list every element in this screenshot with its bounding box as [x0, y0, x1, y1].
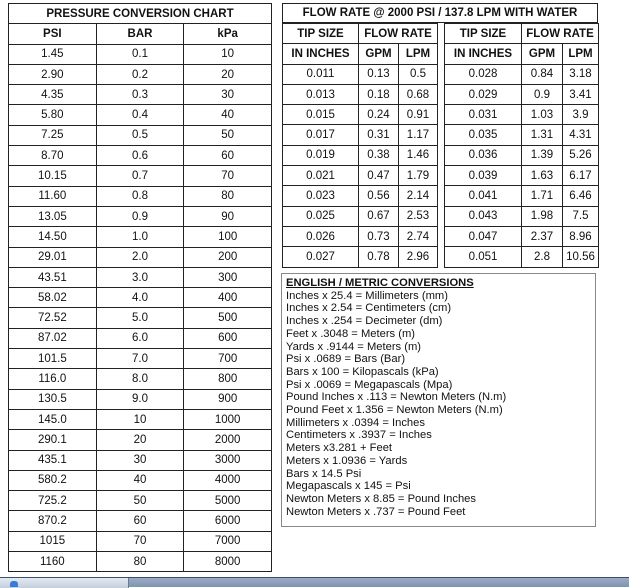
table-row — [445, 166, 599, 186]
table-cell: 290.1 — [9, 430, 97, 450]
table-cell: 3.41 — [563, 84, 599, 104]
table-row — [9, 491, 272, 511]
table-cell: 40 — [184, 105, 272, 125]
column-header-kpa: kPa — [184, 24, 272, 44]
table-row — [9, 409, 272, 429]
table-cell: 0.2 — [96, 64, 184, 84]
table-cell: 3.9 — [563, 105, 599, 125]
table-row — [445, 247, 599, 267]
table-cell: 29.01 — [9, 247, 97, 267]
table-cell: 116.0 — [9, 369, 97, 389]
table-cell: 1.63 — [522, 166, 563, 186]
conversions-title: ENGLISH / METRIC CONVERSIONS — [286, 277, 474, 289]
table-cell: 100 — [184, 227, 272, 247]
table-cell: 2.37 — [522, 226, 563, 246]
table-cell: 9.0 — [96, 389, 184, 409]
table-row — [9, 389, 272, 409]
table-row — [9, 44, 272, 64]
table-cell: 60 — [184, 146, 272, 166]
table-cell: 2.74 — [399, 226, 438, 246]
table-cell: 70 — [96, 531, 184, 551]
table-row — [445, 64, 599, 84]
table-cell: 0.017 — [283, 125, 359, 145]
table-cell: 0.8 — [96, 186, 184, 206]
table-row — [283, 206, 438, 226]
table-cell: 0.18 — [359, 84, 399, 104]
table-cell: 1160 — [9, 552, 97, 572]
table-cell: 1.45 — [9, 44, 97, 64]
table-cell: 0.7 — [96, 166, 184, 186]
conversion-line: Meters x 1.0936 = Yards — [286, 454, 408, 467]
table-cell: 8.96 — [563, 226, 599, 246]
table-cell: 20 — [96, 430, 184, 450]
table-cell: 43.51 — [9, 267, 97, 287]
conversion-line: Psi x .0689 = Bars (Bar) — [286, 353, 406, 366]
table-cell: 0.5 — [96, 125, 184, 145]
table-row — [9, 166, 272, 186]
table-cell: 80 — [184, 186, 272, 206]
table-row — [9, 430, 272, 450]
conversion-line: Yards x .9144 = Meters (m) — [286, 340, 422, 353]
table-cell: 0.041 — [445, 186, 522, 206]
flow-rate-title: FLOW RATE @ 2000 PSI / 137.8 LPM WITH WATER — [282, 3, 598, 23]
table-cell: 10 — [96, 409, 184, 429]
table-cell: 4000 — [184, 470, 272, 490]
table-row — [9, 267, 272, 287]
column-header-psi: PSI — [9, 24, 97, 44]
table-cell: 1015 — [9, 531, 97, 551]
conversion-line: Inches x .254 = Decimeter (dm) — [286, 315, 443, 328]
table-cell: 50 — [96, 491, 184, 511]
conversion-line: Psi x .0069 = Megapascals (Mpa) — [286, 378, 453, 391]
table-cell: 0.029 — [445, 84, 522, 104]
table-cell: 0.019 — [283, 145, 359, 165]
table-cell: 0.021 — [283, 166, 359, 186]
header-gpm: GPM — [522, 44, 563, 64]
table-row — [9, 125, 272, 145]
table-cell: 0.013 — [283, 84, 359, 104]
table-row — [445, 125, 599, 145]
table-row — [445, 145, 599, 165]
table-cell: 8.70 — [9, 146, 97, 166]
table-row — [445, 105, 599, 125]
table-cell: 300 — [184, 267, 272, 287]
conversion-line: Meters x3.281 + Feet — [286, 442, 393, 455]
table-cell: 1.03 — [522, 105, 563, 125]
table-cell: 0.043 — [445, 206, 522, 226]
table-cell: 435.1 — [9, 450, 97, 470]
table-cell: 0.031 — [445, 105, 522, 125]
table-cell: 30 — [184, 85, 272, 105]
conversion-line: Centimeters x .3937 = Inches — [286, 429, 432, 442]
table-cell: 0.6 — [96, 146, 184, 166]
table-row — [283, 125, 438, 145]
table-cell: 10 — [184, 44, 272, 64]
table-cell: 7.0 — [96, 349, 184, 369]
table-cell: 4.31 — [563, 125, 599, 145]
table-cell: 6000 — [184, 511, 272, 531]
table-cell: 0.047 — [445, 226, 522, 246]
table-row — [9, 328, 272, 348]
table-cell: 0.47 — [359, 166, 399, 186]
table-cell: 500 — [184, 308, 272, 328]
table-row — [9, 511, 272, 531]
table-cell: 80 — [96, 552, 184, 572]
header-gpm: GPM — [359, 44, 399, 64]
header-tip-size: TIP SIZE — [283, 24, 359, 44]
table-cell: 0.3 — [96, 85, 184, 105]
table-cell: 87.02 — [9, 328, 97, 348]
flow-rate-table-right — [444, 23, 599, 268]
table-cell: 800 — [184, 369, 272, 389]
table-cell: 60 — [96, 511, 184, 531]
table-cell: 0.91 — [399, 105, 438, 125]
table-row — [9, 450, 272, 470]
conversion-line: Pound Feet x 1.356 = Newton Meters (N.m) — [286, 404, 503, 417]
conversion-line: Millimeters x .0394 = Inches — [286, 416, 425, 429]
table-cell: 0.027 — [283, 247, 359, 267]
header-in-inches: IN INCHES — [283, 44, 359, 64]
table-row — [9, 288, 272, 308]
table-row — [9, 105, 272, 125]
table-cell: 2.8 — [522, 247, 563, 267]
table-cell: 0.56 — [359, 186, 399, 206]
table-cell: 0.9 — [522, 84, 563, 104]
table-cell: 14.50 — [9, 227, 97, 247]
table-cell: 0.028 — [445, 64, 522, 84]
pressure-conversion-table — [8, 3, 272, 572]
taskbar — [0, 577, 629, 587]
table-cell: 7.25 — [9, 125, 97, 145]
table-row — [9, 308, 272, 328]
table-cell: 3000 — [184, 450, 272, 470]
table-row — [9, 349, 272, 369]
table-cell: 101.5 — [9, 349, 97, 369]
table-row — [9, 186, 272, 206]
column-header-bar: BAR — [96, 24, 184, 44]
table-cell: 2.53 — [399, 206, 438, 226]
table-cell: 130.5 — [9, 389, 97, 409]
table-row — [445, 206, 599, 226]
table-row — [9, 531, 272, 551]
table-cell: 2.90 — [9, 64, 97, 84]
table-cell: 1.71 — [522, 186, 563, 206]
header-lpm: LPM — [563, 44, 599, 64]
table-cell: 7.5 — [563, 206, 599, 226]
table-cell: 0.67 — [359, 206, 399, 226]
table-cell: 2.0 — [96, 247, 184, 267]
table-cell: 2.14 — [399, 186, 438, 206]
table-row — [445, 186, 599, 206]
conversion-line: Bars x 14.5 Psi — [286, 467, 362, 480]
table-cell: 13.05 — [9, 206, 97, 226]
table-cell: 30 — [96, 450, 184, 470]
table-row — [283, 64, 438, 84]
table-cell: 0.011 — [283, 64, 359, 84]
table-row — [445, 84, 599, 104]
table-cell: 0.023 — [283, 186, 359, 206]
table-cell: 7000 — [184, 531, 272, 551]
header-in-inches: IN INCHES — [445, 44, 522, 64]
table-cell: 10.15 — [9, 166, 97, 186]
table-row — [9, 85, 272, 105]
table-cell: 6.46 — [563, 186, 599, 206]
table-row — [9, 64, 272, 84]
table-cell: 1000 — [184, 409, 272, 429]
table-cell: 400 — [184, 288, 272, 308]
table-cell: 8000 — [184, 552, 272, 572]
table-cell: 8.0 — [96, 369, 184, 389]
table-cell: 200 — [184, 247, 272, 267]
table-cell: 0.039 — [445, 166, 522, 186]
table-cell: 2.96 — [399, 247, 438, 267]
table-cell: 3.0 — [96, 267, 184, 287]
table-row — [283, 105, 438, 125]
table-cell: 5.0 — [96, 308, 184, 328]
table-cell: 0.026 — [283, 226, 359, 246]
table-cell: 0.9 — [96, 206, 184, 226]
table-cell: 20 — [184, 64, 272, 84]
table-cell: 5000 — [184, 491, 272, 511]
conversion-line: Inches x 25.4 = Millimeters (mm) — [286, 289, 448, 302]
table-cell: 0.73 — [359, 226, 399, 246]
table-cell: 4.0 — [96, 288, 184, 308]
table-cell: 1.46 — [399, 145, 438, 165]
conversion-line: Megapascals x 145 = Psi — [286, 480, 411, 493]
table-cell: 1.39 — [522, 145, 563, 165]
table-cell: 6.0 — [96, 328, 184, 348]
table-row — [283, 166, 438, 186]
table-cell: 40 — [96, 470, 184, 490]
table-cell: 870.2 — [9, 511, 97, 531]
table-cell: 0.025 — [283, 206, 359, 226]
table-row — [9, 247, 272, 267]
table-cell: 6.17 — [563, 166, 599, 186]
header-flow-rate: FLOW RATE — [359, 24, 438, 44]
conversion-line: Pound Inches x .113 = Newton Meters (N.m) — [286, 391, 507, 404]
conversion-line: Bars x 100 = Kilopascals (kPa) — [286, 365, 439, 378]
table-row — [9, 369, 272, 389]
table-cell: 0.1 — [96, 44, 184, 64]
table-row — [283, 84, 438, 104]
table-cell: 0.4 — [96, 105, 184, 125]
conversion-line: Feet x .3048 = Meters (m) — [286, 327, 416, 340]
table-cell: 0.5 — [399, 64, 438, 84]
table-cell: 3.18 — [563, 64, 599, 84]
header-tip-size: TIP SIZE — [445, 24, 522, 44]
table-row — [9, 206, 272, 226]
table-cell: 0.84 — [522, 64, 563, 84]
table-cell: 90 — [184, 206, 272, 226]
table-row — [445, 226, 599, 246]
conversion-line: Inches x 2.54 = Centimeters (cm) — [286, 302, 452, 315]
table-cell: 2000 — [184, 430, 272, 450]
table-cell: 1.17 — [399, 125, 438, 145]
table-cell: 58.02 — [9, 288, 97, 308]
table-row — [9, 146, 272, 166]
table-cell: 900 — [184, 389, 272, 409]
table-cell: 0.68 — [399, 84, 438, 104]
table-cell: 0.38 — [359, 145, 399, 165]
table-cell: 1.31 — [522, 125, 563, 145]
table-cell: 50 — [184, 125, 272, 145]
table-cell: 0.036 — [445, 145, 522, 165]
table-cell: 11.60 — [9, 186, 97, 206]
table-cell: 0.31 — [359, 125, 399, 145]
english-metric-conversions-box — [281, 273, 596, 527]
table-cell: 0.13 — [359, 64, 399, 84]
table-cell: 725.2 — [9, 491, 97, 511]
table-cell: 0.78 — [359, 247, 399, 267]
table-cell: 1.79 — [399, 166, 438, 186]
table-row — [283, 145, 438, 165]
table-cell: 0.015 — [283, 105, 359, 125]
table-cell: 580.2 — [9, 470, 97, 490]
conversion-line: Newton Meters x 8.85 = Pound Inches — [286, 492, 476, 505]
table-cell: 600 — [184, 328, 272, 348]
table-cell: 700 — [184, 349, 272, 369]
table-row — [9, 227, 272, 247]
table-cell: 4.35 — [9, 85, 97, 105]
table-cell: 0.24 — [359, 105, 399, 125]
table-row — [9, 470, 272, 490]
table-row — [283, 226, 438, 246]
conversion-line: Newton Meters x .737 = Pound Feet — [286, 505, 466, 518]
table-cell: 145.0 — [9, 409, 97, 429]
table-row — [283, 186, 438, 206]
table-cell: 72.52 — [9, 308, 97, 328]
table-cell: 0.051 — [445, 247, 522, 267]
table-cell: 5.80 — [9, 105, 97, 125]
table-cell: 70 — [184, 166, 272, 186]
table-cell: 1.0 — [96, 227, 184, 247]
table-cell: 5.26 — [563, 145, 599, 165]
start-orb-icon — [10, 581, 18, 587]
table-cell: 0.035 — [445, 125, 522, 145]
table-row — [9, 552, 272, 572]
pressure-table-title: PRESSURE CONVERSION CHART — [9, 4, 272, 24]
flow-rate-table-left — [282, 23, 438, 268]
header-flow-rate: FLOW RATE — [522, 24, 599, 44]
table-cell: 1.98 — [522, 206, 563, 226]
table-cell: 10.56 — [563, 247, 599, 267]
header-lpm: LPM — [399, 44, 438, 64]
table-row — [283, 247, 438, 267]
